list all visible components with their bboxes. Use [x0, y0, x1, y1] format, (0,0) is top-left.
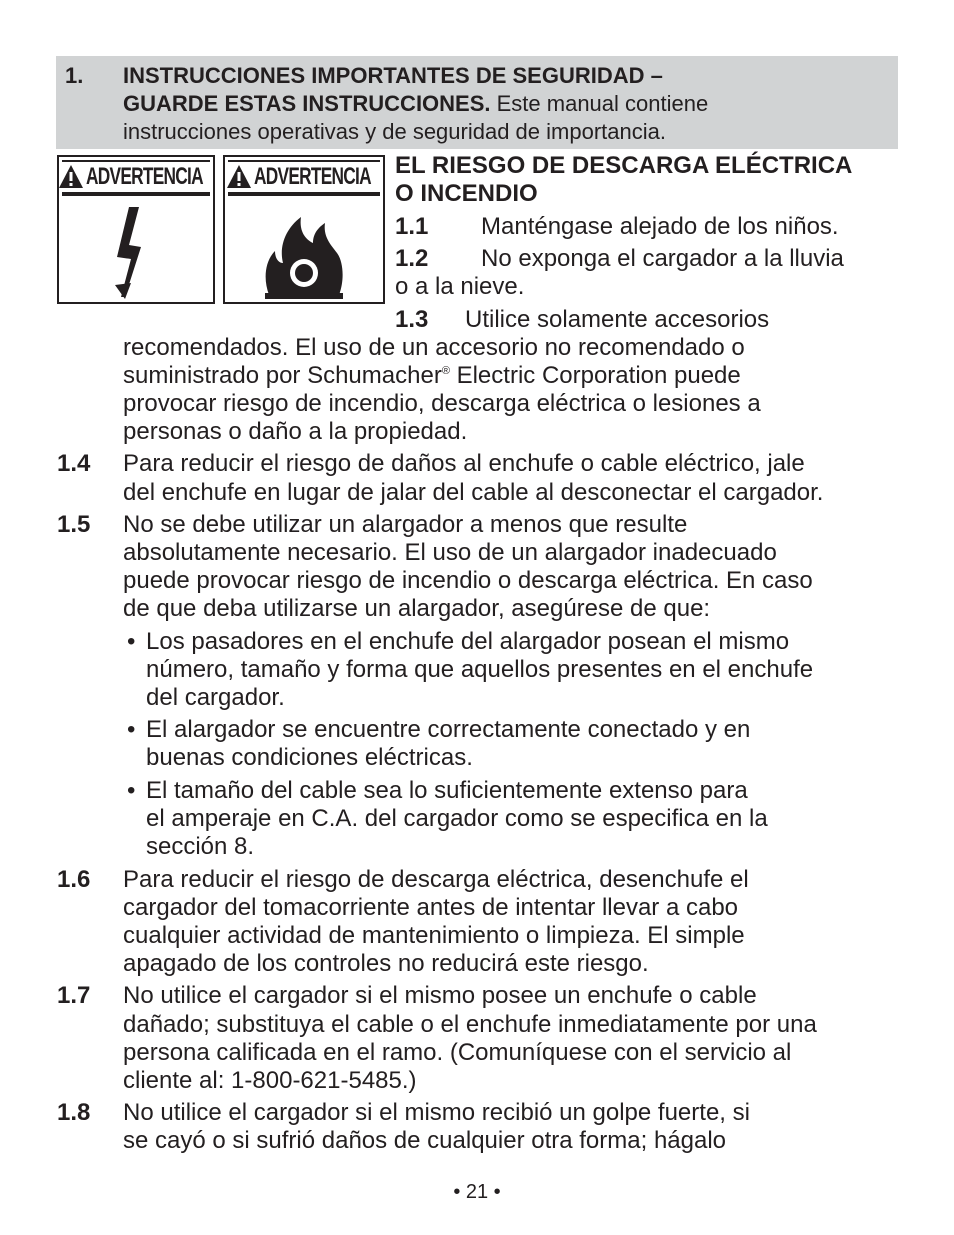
- bullet-text: número, tamaño y forma que aquellos presentes en el enchufe: [146, 656, 814, 683]
- warning-triangle-icon: [58, 164, 84, 190]
- lightning-bolt-icon: [59, 199, 213, 304]
- page-number: • 21 •: [453, 1181, 501, 1203]
- item-number: 1.3: [395, 306, 429, 333]
- item-number: 1.2: [395, 245, 429, 272]
- warning-box-fire: [223, 155, 385, 304]
- warning-box-electric: [57, 155, 215, 304]
- bullet-marker: •: [127, 716, 136, 743]
- section-title-line3: instrucciones operativas y de seguridad de importancia.: [123, 119, 666, 144]
- item-text: del enchufe en lugar de jalar del cable al desconectar el cargador.: [123, 479, 824, 506]
- section-title-line2: [123, 90, 708, 118]
- section-title-save: GUARDE ESTAS INSTRUCCIONES.: [123, 91, 491, 116]
- item-text: recomendados. El uso de un accesorio no recomendado o: [123, 334, 745, 361]
- item-text: No utilice el cargador si el mismo recibió un golpe fuerte, si: [123, 1099, 750, 1126]
- registered-mark: ®: [441, 365, 450, 377]
- warning-label-bar: [228, 160, 380, 196]
- warning-triangle-icon: [226, 164, 252, 190]
- bullet-marker: •: [127, 777, 136, 804]
- bullet-text: sección 8.: [146, 833, 255, 860]
- item-text: cliente al: 1-800-621-5485.): [123, 1067, 417, 1094]
- item-text: No exponga el cargador a la lluvia: [481, 245, 844, 272]
- bullet-text: El tamaño del cable sea lo suficientemente extenso para: [146, 777, 748, 804]
- item-text: cualquier actividad de mantenimiento o limpieza. El simple: [123, 922, 745, 949]
- item-text: No se debe utilizar un alargador a menos que resulte: [123, 511, 688, 538]
- bullet-text: buenas condiciones eléctricas.: [146, 744, 473, 771]
- bullet-text: el amperaje en C.A. del cargador como se especifica en la: [146, 805, 768, 832]
- bullet-text: El alargador se encuentre correctamente conectado y en: [146, 716, 751, 743]
- bullet-marker: •: [127, 628, 136, 655]
- item-text: dañado; substituya el cable o el enchufe inmediatamente por una: [123, 1011, 817, 1038]
- warning-label: ADVERTENCIA: [254, 163, 371, 190]
- item-text: de que deba utilizarse un alargador, asegúrese de que:: [123, 595, 711, 622]
- item-text: Para reducir el riesgo de daños al enchufe o cable eléctrico, jale: [123, 450, 805, 477]
- item-text: persona calificada en el ramo. (Comuníquese con el servicio al: [123, 1039, 792, 1066]
- warning-label: ADVERTENCIA: [86, 163, 203, 190]
- item-number: 1.8: [57, 1099, 91, 1126]
- item-text: personas o daño a la propiedad.: [123, 418, 468, 445]
- item-text: apagado de los controles no reducirá este riesgo.: [123, 950, 649, 977]
- item-text: cargador del tomacorriente antes de intentar llevar a cabo: [123, 894, 739, 921]
- item-text: absolutamente necesario. El uso de un alargador inadecuado: [123, 539, 777, 566]
- item-text: o a la nieve.: [395, 273, 525, 300]
- section-title-line1: INSTRUCCIONES IMPORTANTES DE SEGURIDAD –: [123, 63, 663, 88]
- item-number: 1.4: [57, 450, 91, 477]
- item-number: 1.5: [57, 511, 91, 538]
- risk-heading-line1: EL RIESGO DE DESCARGA ELÉCTRICA: [395, 152, 853, 179]
- item-text: Utilice solamente accesorios: [465, 306, 770, 333]
- warning-label-bar: [62, 160, 210, 196]
- item-text: No utilice el cargador si el mismo posee un enchufe o cable: [123, 982, 757, 1009]
- item-text-part: suministrado por Schumacher: [123, 362, 442, 389]
- item-text: Para reducir el riesgo de descarga eléctrica, desenchufe el: [123, 866, 749, 893]
- item-text: puede provocar riesgo de incendio o descarga eléctrica. En caso: [123, 567, 813, 594]
- section-number: 1.: [65, 63, 84, 88]
- item-text: Manténgase alejado de los niños.: [481, 213, 839, 240]
- item-text-part: Electric Corporation puede: [449, 362, 741, 389]
- fire-icon: [225, 199, 383, 304]
- item-number: 1.7: [57, 982, 91, 1009]
- item-number: 1.6: [57, 866, 91, 893]
- item-text: se cayó o si sufrió daños de cualquier otra forma; hágalo: [123, 1127, 727, 1154]
- risk-heading-line2: O INCENDIO: [395, 180, 538, 207]
- section-title-desc: Este manual contiene: [490, 91, 709, 116]
- bullet-text: Los pasadores en el enchufe del alargador posean el mismo: [146, 628, 790, 655]
- item-text: [123, 362, 741, 390]
- bullet-text: del cargador.: [146, 684, 285, 711]
- item-text: provocar riesgo de incendio, descarga eléctrica o lesiones a: [123, 390, 761, 417]
- item-number: 1.1: [395, 213, 429, 240]
